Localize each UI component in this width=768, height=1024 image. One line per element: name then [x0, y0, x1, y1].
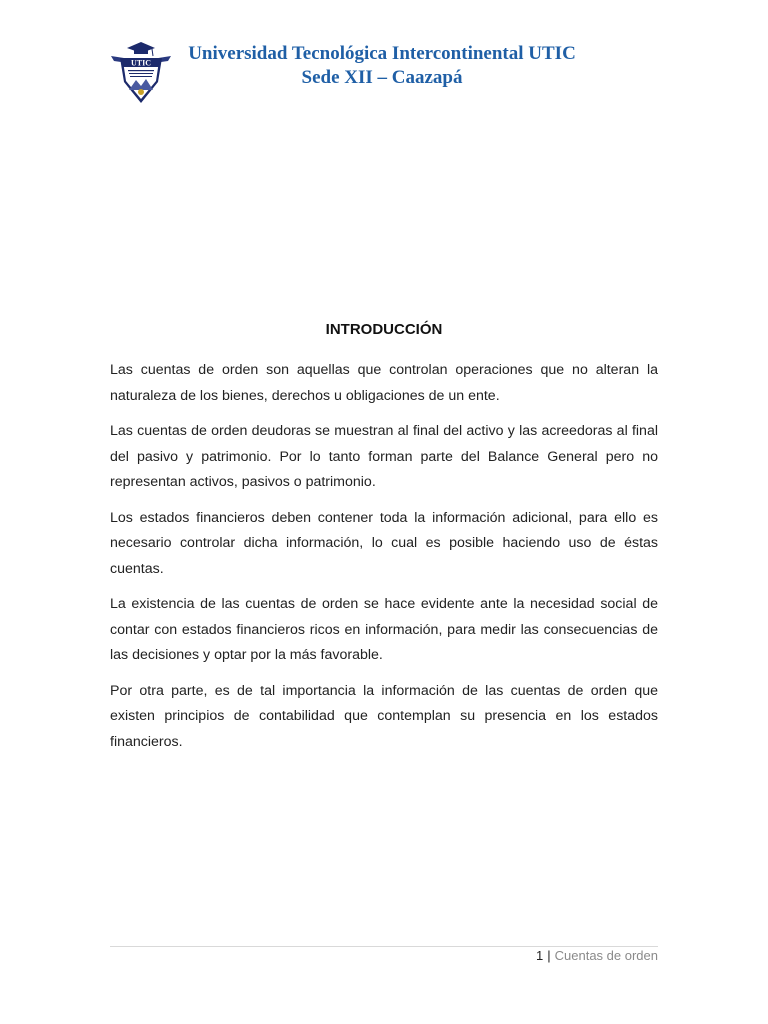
campus-name: Sede XII – Caazapá [301, 67, 463, 88]
page-number: 1 [536, 948, 544, 963]
footer-divider [110, 946, 658, 947]
footer-document-name: Cuentas de orden [554, 948, 658, 963]
paragraph: La existencia de las cuentas de orden se hace evidente ante la necesidad social de contar con estados financieros ricos en información, para medir las consecuencias de las decisiones y optar por la más favorable. [110, 596, 658, 663]
logo-text: UTIC [130, 58, 152, 68]
institution-name: Universidad Tecnológica Intercontinental UTIC [188, 43, 576, 64]
document-title: INTRODUCCIÓN [325, 321, 443, 338]
document-body [110, 358, 658, 765]
paragraph: Por otra parte, es de tal importancia la información de las cuentas de orden que existen principios de contabilidad que contemplan su presencia en los estados financieros. [110, 682, 658, 750]
paragraph: Las cuentas de orden son aquellas que controlan operaciones que no alteran la naturaleza de los bienes, derechos u obligaciones de un ente. [110, 362, 658, 404]
page-header [108, 40, 668, 110]
footer-separator: | [547, 948, 551, 963]
paragraph: Los estados financieros deben contener toda la información adicional, para ello es necesario controlar dicha información, lo cual es posible haciendo uso de éstas cuentas. [110, 509, 658, 577]
university-logo [108, 40, 174, 106]
page-footer [536, 948, 658, 963]
paragraph: Las cuentas de orden deudoras se muestran al final del activo y las acreedoras al final del pasivo y patrimonio. Por lo tanto forman parte del Balance General pero no representan activos, pasivos o patrimonio. [110, 423, 658, 490]
